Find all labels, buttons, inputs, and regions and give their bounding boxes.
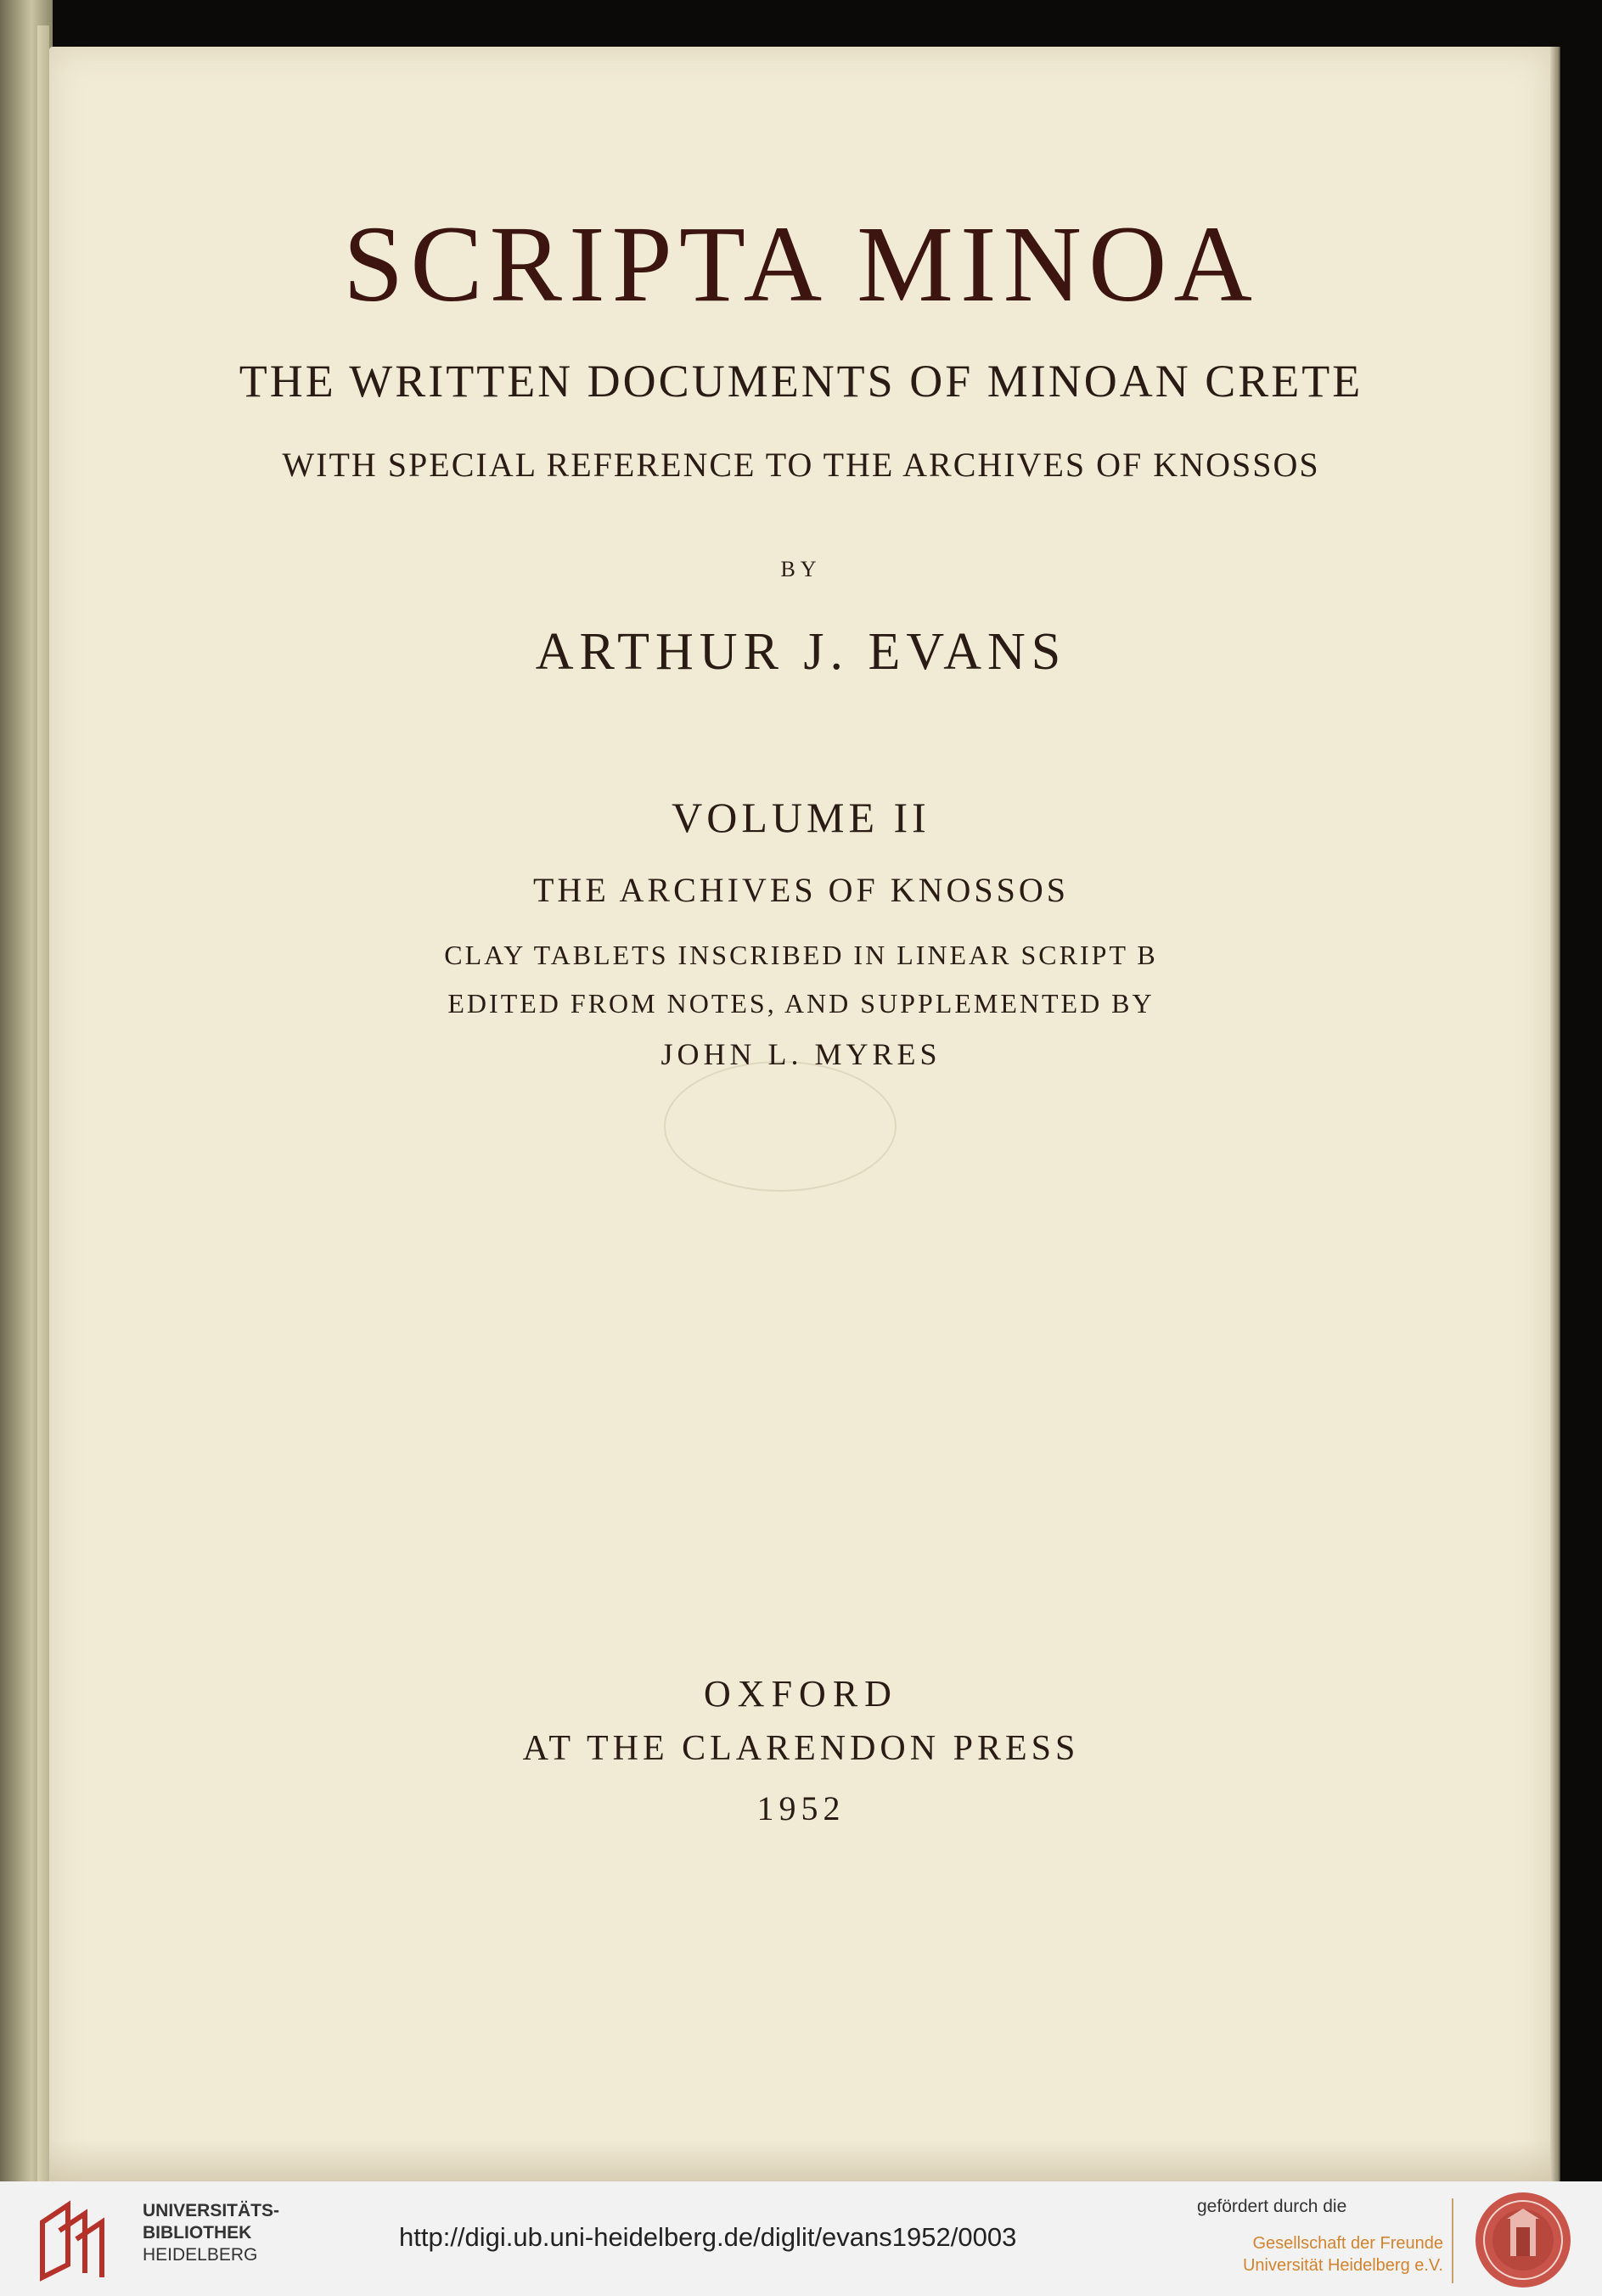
volume-number: VOLUME II [672,794,930,841]
library-logo-icon[interactable] [34,2197,127,2282]
university-seal-icon[interactable] [1473,2190,1573,2290]
faint-library-stamp [664,1061,897,1192]
publication-year: 1952 [756,1789,846,1827]
library-name[interactable] [143,2200,363,2266]
publisher: AT THE CLARENDON PRESS [522,1729,1080,1768]
library-name-line3: HEIDELBERG [143,2245,258,2265]
sponsor-line1: Gesellschaft der Freunde [1252,2234,1443,2253]
editor-name: JOHN L. MYRES [660,1037,942,1071]
book-subtitle-secondary: WITH SPECIAL REFERENCE TO THE ARCHIVES OF KNOSSOS [282,446,1320,484]
publication-place: OXFORD [704,1673,898,1715]
book-title: SCRIPTA MINOA [343,204,1259,324]
book-subtitle: THE WRITTEN DOCUMENTS OF MINOAN CRETE [239,356,1363,407]
library-name-line2: BIBLIOTHEK [143,2223,252,2243]
viewer-footer [0,2181,1602,2296]
author-name: ARTHUR J. EVANS [535,623,1067,681]
footer-divider [1452,2198,1453,2283]
sponsor-line2: Universität Heidelberg e.V. [1242,2256,1443,2275]
volume-title: THE ARCHIVES OF KNOSSOS [533,871,1069,909]
volume-description: CLAY TABLETS INSCRIBED IN LINEAR SCRIPT B [444,940,1158,970]
sponsor-name[interactable] [1197,2232,1443,2276]
library-name-line1: UNIVERSITÄTS- [143,2201,280,2220]
sponsor-intro: gefördert durch die [1197,2197,1347,2216]
permalink-url[interactable]: http://digi.ub.uni-heidelberg.de/diglit/evans1952/0003 [399,2222,1017,2252]
page-shadow [49,2139,1550,2181]
binding-edge [37,25,49,2181]
by-label: BY [780,557,822,581]
edited-note: EDITED FROM NOTES, AND SUPPLEMENTED BY [447,988,1155,1019]
